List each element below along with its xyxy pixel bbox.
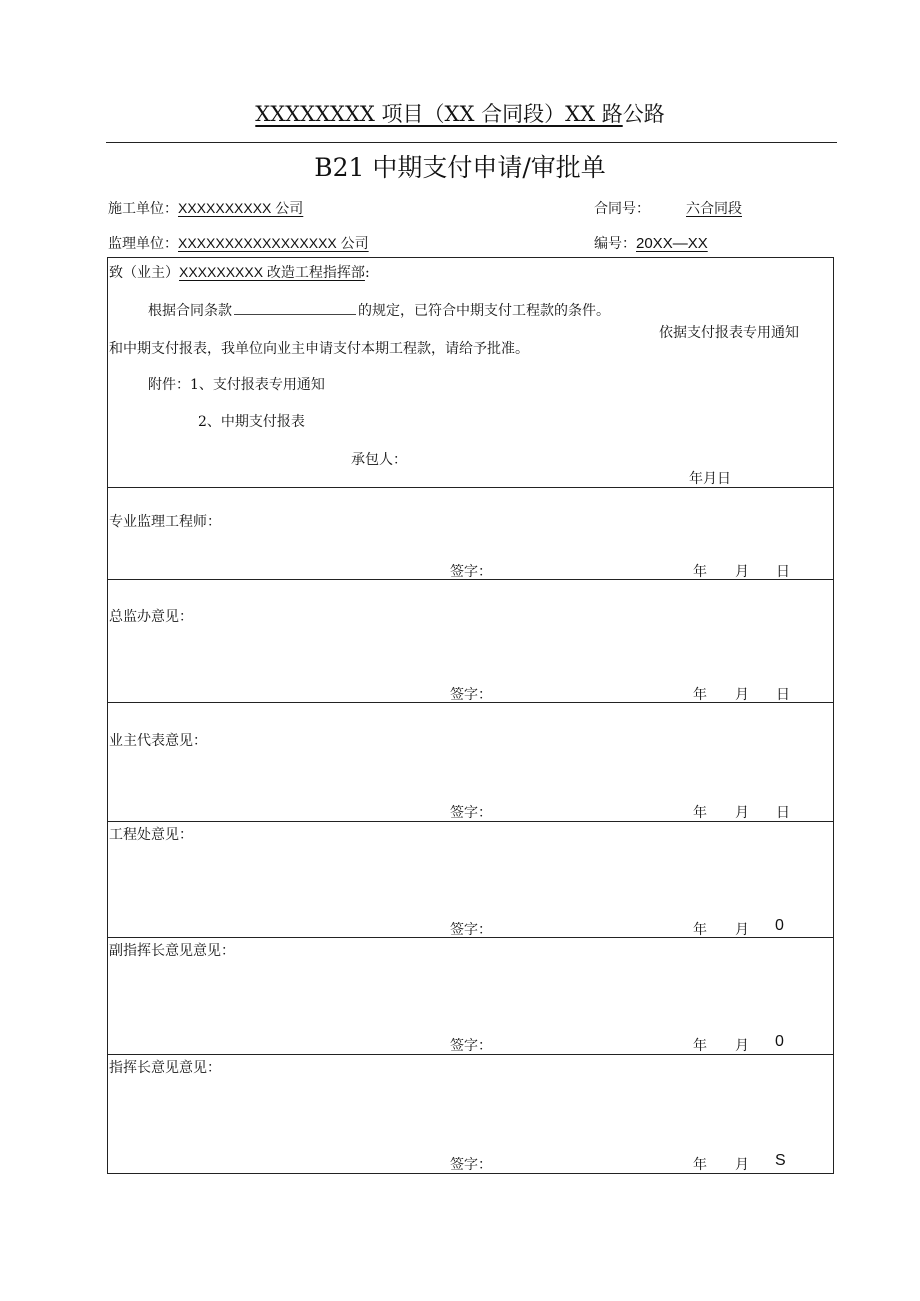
signature-label: 签字： xyxy=(450,922,492,938)
supervisor-row xyxy=(108,233,369,253)
addressee-value: XXXXXXXXX 改造工程指挥部 xyxy=(179,264,365,280)
contractor-signature-label: 承包人： xyxy=(351,452,407,468)
contractor-value: XXXXXXXXXX 公司 xyxy=(178,200,304,216)
clause-line xyxy=(148,300,610,320)
month-label: 月 xyxy=(735,1038,749,1054)
supervisor-label: 监理单位： xyxy=(108,236,178,252)
serial-label: 编号： xyxy=(594,236,636,252)
section-label: 专业监理工程师： xyxy=(109,514,221,530)
signature-label: 签字： xyxy=(450,1038,492,1054)
day-label: 0 xyxy=(775,917,784,934)
application-date: 年月日 xyxy=(689,471,731,487)
form-title: B21 中期支付申请/审批单 xyxy=(314,153,606,182)
year-label: 年 xyxy=(693,922,707,938)
section-label: 指挥长意见意见： xyxy=(109,1060,221,1076)
contract-no-value: 六合同段 xyxy=(686,201,742,217)
approval-section xyxy=(107,703,834,822)
day-label: 日 xyxy=(776,564,790,580)
attachment-1: 1、支付报表专用通知 xyxy=(190,377,325,393)
addressee-suffix: : xyxy=(364,265,370,281)
application-section xyxy=(107,257,834,488)
project-title xyxy=(0,98,920,128)
section-label: 总监办意见： xyxy=(109,609,193,625)
contract-no-label: 合同号： xyxy=(594,201,650,217)
day-label: S xyxy=(775,1152,786,1169)
clause-prefix: 根据合同条款 xyxy=(148,303,232,319)
contractor-row xyxy=(108,198,303,218)
year-label: 年 xyxy=(693,564,707,580)
approval-section xyxy=(107,938,834,1055)
project-title-prefix: XXXXXXXX 项目（XX 合同段）XX 路 xyxy=(255,102,623,126)
attachment-2: 2、中期支付报表 xyxy=(198,414,305,430)
section-label: 工程处意见： xyxy=(109,827,193,843)
basis-note: 依据支付报表专用通知 xyxy=(659,325,799,341)
clause-suffix: 的规定，已符合中期支付工程款的条件。 xyxy=(358,303,610,319)
day-label: 日 xyxy=(776,805,790,821)
header-divider xyxy=(106,142,837,143)
approval-section xyxy=(107,487,834,580)
clause-blank xyxy=(234,301,356,315)
addressee-prefix: 致（业主） xyxy=(109,265,179,281)
year-label: 年 xyxy=(693,1038,707,1054)
signature-label: 签字： xyxy=(450,1157,492,1173)
contract-no-row xyxy=(594,198,742,218)
section-label: 业主代表意见： xyxy=(109,733,207,749)
month-label: 月 xyxy=(735,805,749,821)
attachment-1-line xyxy=(148,374,325,394)
approval-section xyxy=(107,1055,834,1174)
month-label: 月 xyxy=(735,1157,749,1173)
approval-section xyxy=(107,822,834,938)
approval-section xyxy=(107,580,834,703)
day-label: 0 xyxy=(775,1033,784,1050)
month-label: 月 xyxy=(735,687,749,703)
attachment-label: 附件： xyxy=(148,377,190,393)
project-title-suffix: 公路 xyxy=(622,102,665,126)
year-label: 年 xyxy=(693,1157,707,1173)
addressee-line xyxy=(109,262,370,282)
section-label: 副指挥长意见意见： xyxy=(109,943,235,959)
contractor-label: 施工单位： xyxy=(108,201,178,217)
year-label: 年 xyxy=(693,805,707,821)
serial-value: 20XX—XX xyxy=(636,235,708,252)
month-label: 月 xyxy=(735,922,749,938)
year-label: 年 xyxy=(693,687,707,703)
signature-label: 签字： xyxy=(450,564,492,580)
serial-row xyxy=(594,233,708,253)
month-label: 月 xyxy=(735,564,749,580)
signature-label: 签字： xyxy=(450,687,492,703)
request-line: 和中期支付报表，我单位向业主申请支付本期工程款，请给予批准。 xyxy=(109,341,529,357)
signature-label: 签字： xyxy=(450,805,492,821)
day-label: 日 xyxy=(776,687,790,703)
supervisor-value: XXXXXXXXXXXXXXXXX 公司 xyxy=(178,235,369,251)
